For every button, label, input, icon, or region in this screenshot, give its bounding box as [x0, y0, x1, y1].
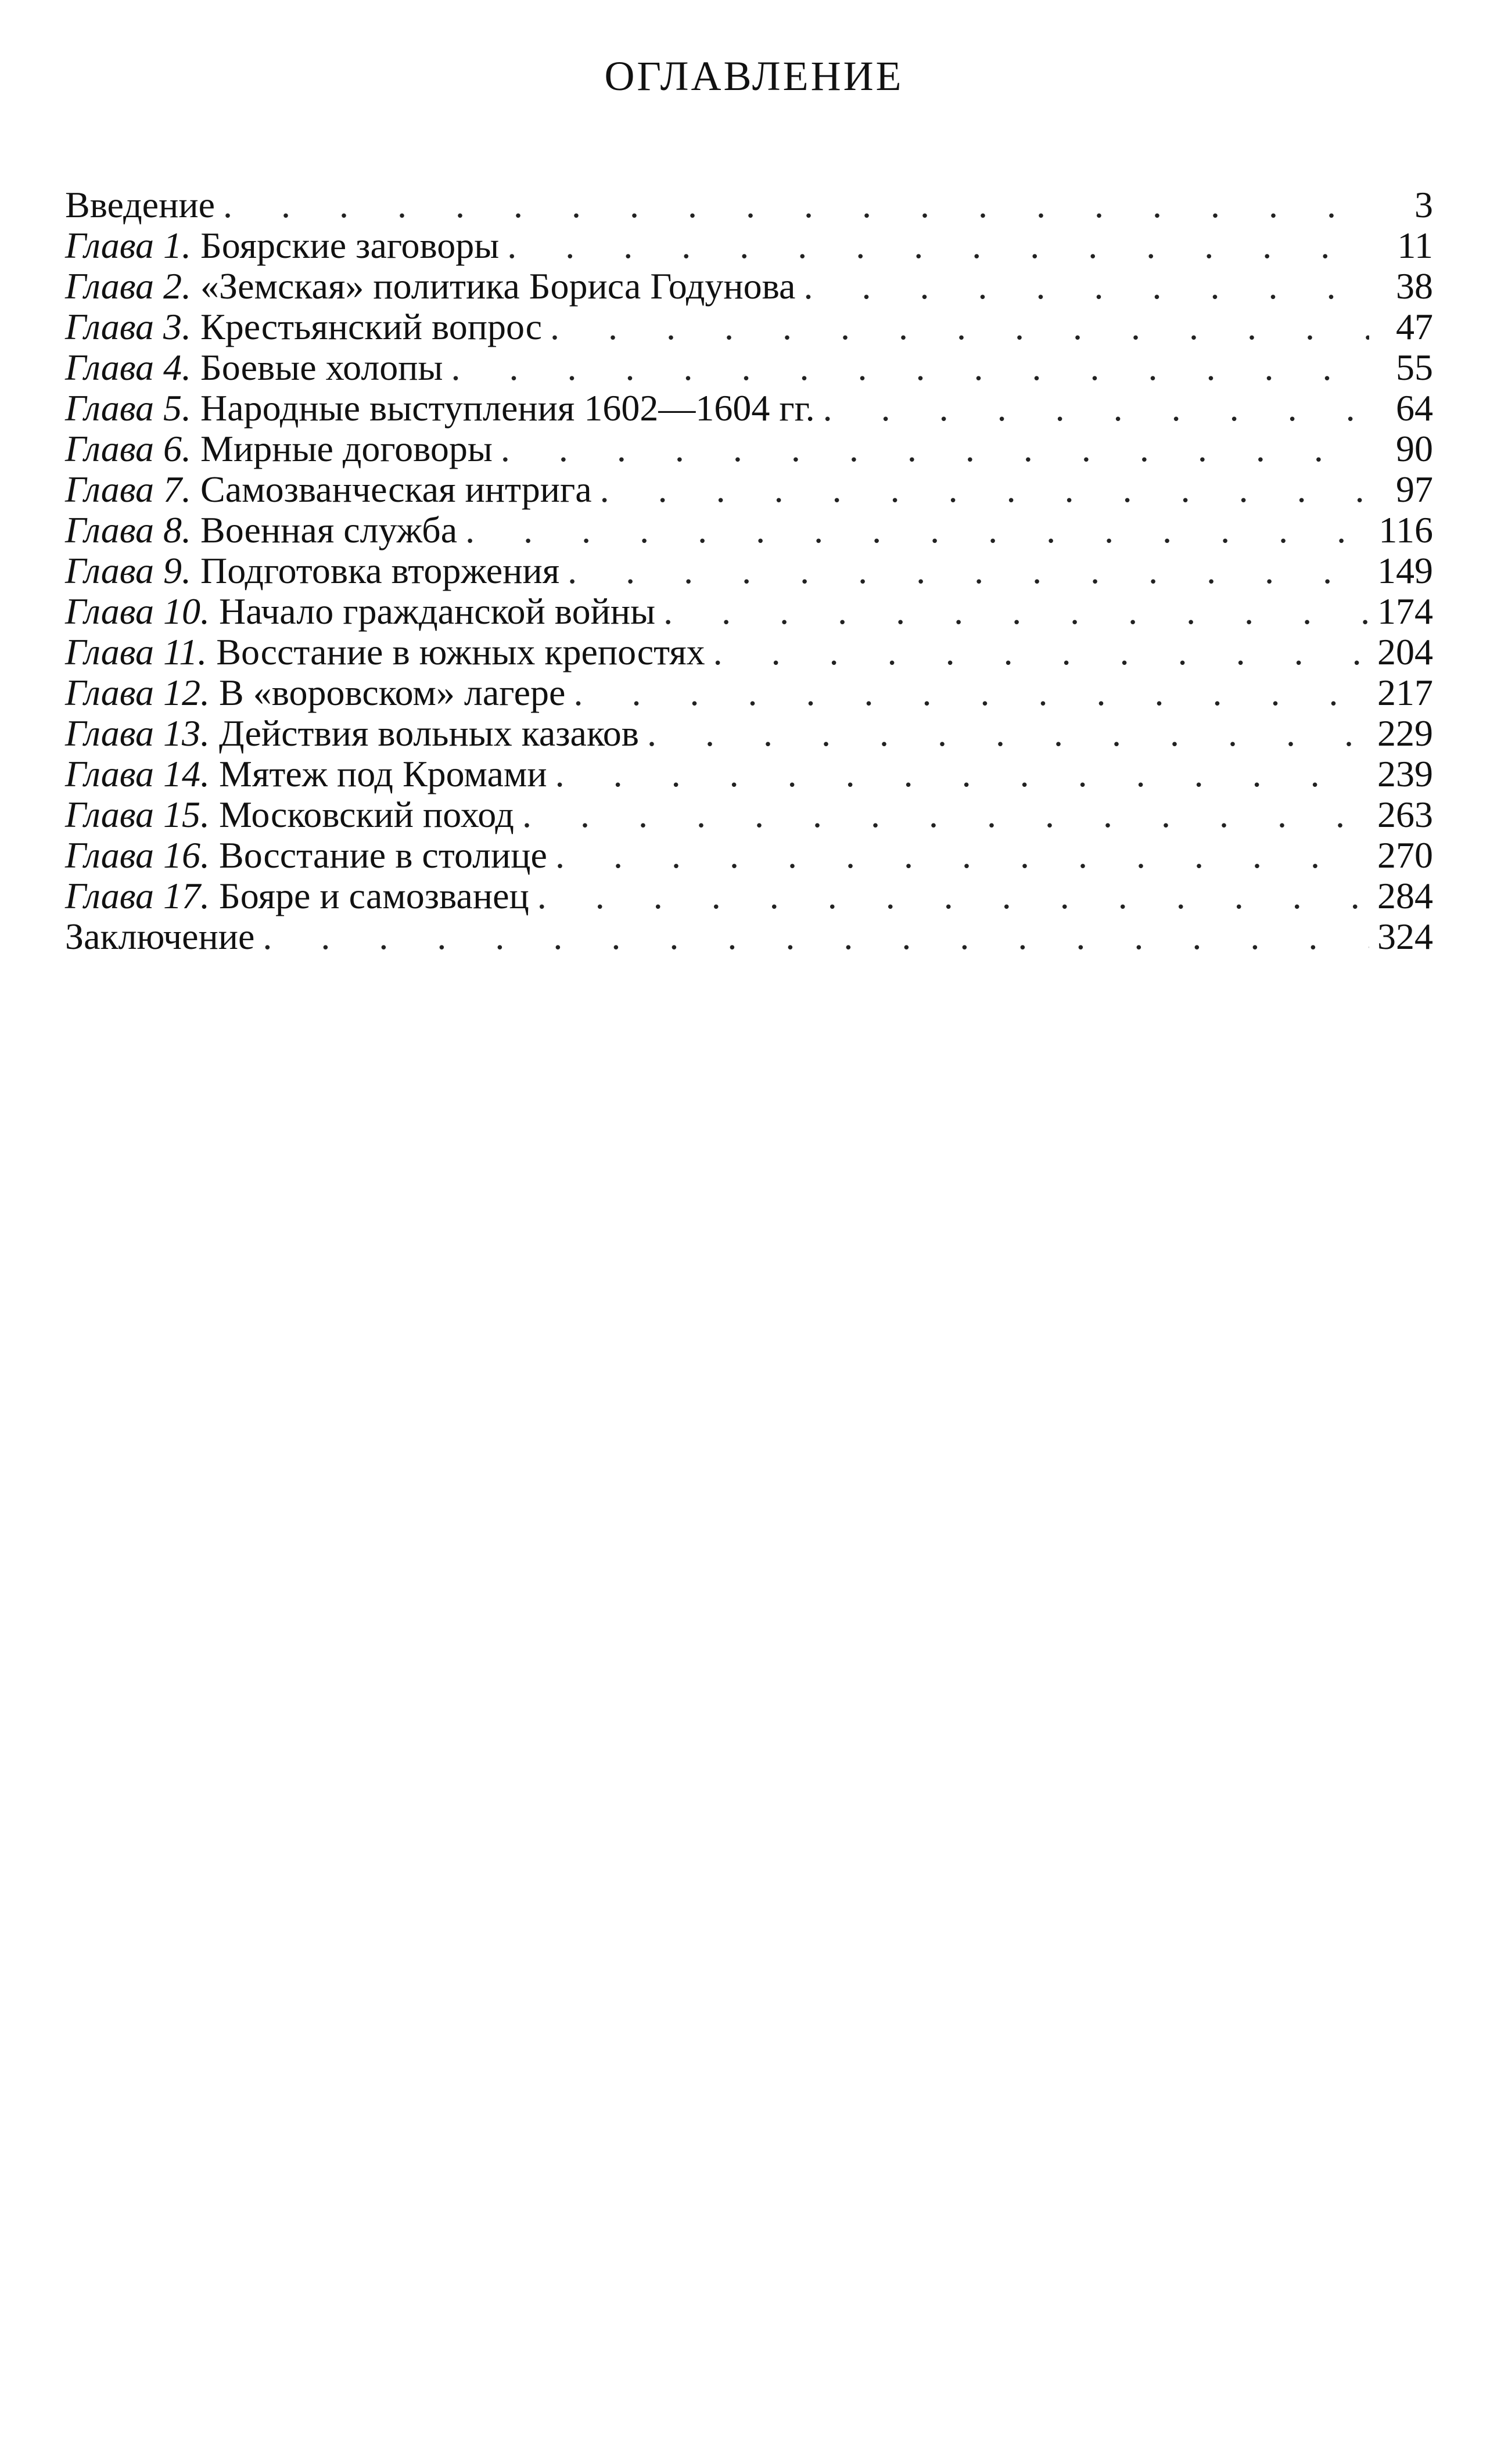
toc-entry-chapter-16 [65, 835, 1433, 876]
toc-entry-chapter-13 [65, 713, 1433, 754]
toc-entry-label [65, 672, 565, 713]
chapter-prefix: Глава 8. [65, 509, 192, 551]
dot-leader [547, 754, 1369, 794]
page-number: 64 [1396, 387, 1433, 429]
toc-entry-label [65, 876, 529, 916]
dot-leader [795, 266, 1369, 307]
toc-entry-chapter-7 [65, 469, 1433, 510]
chapter-prefix: Глава 9. [65, 550, 192, 591]
dot-leader [457, 510, 1369, 551]
page-number: 229 [1377, 713, 1433, 754]
chapter-prefix: Глава 6. [65, 428, 192, 469]
dot-leader [565, 672, 1369, 713]
toc-entry-chapter-15 [65, 794, 1433, 835]
toc-entry-chapter-6 [65, 429, 1433, 469]
page-number: 324 [1377, 916, 1433, 957]
dot-leader [547, 835, 1369, 876]
chapter-prefix: Глава 11. [65, 631, 207, 672]
chapter-title: Заключение [65, 916, 255, 957]
toc-entry-chapter-9 [65, 551, 1433, 591]
dot-leader [529, 876, 1369, 916]
table-of-contents [65, 185, 1433, 957]
page-number: 11 [1397, 225, 1433, 266]
chapter-prefix: Глава 13. [65, 713, 210, 754]
chapter-title: «Земская» политика Бориса Годунова [191, 265, 796, 307]
dot-leader [655, 591, 1369, 632]
page-number: 217 [1377, 672, 1433, 713]
chapter-title: Народные выступления 1602—1604 гг. [191, 387, 815, 429]
toc-entry-label [65, 347, 443, 388]
chapter-title: Самозванческая интрига [191, 469, 592, 510]
page-number: 47 [1396, 306, 1433, 347]
page-number: 3 [1414, 184, 1433, 225]
page-title: ОГЛАВЛЕНИЕ [604, 53, 904, 99]
page-number: 116 [1378, 509, 1433, 551]
toc-entry-label [65, 591, 655, 632]
chapter-title: Боевые холопы [191, 347, 443, 388]
chapter-prefix: Глава 3. [65, 306, 192, 347]
dot-leader [499, 225, 1369, 266]
dot-leader [705, 632, 1369, 672]
toc-entry-label [65, 794, 514, 835]
page-number: 149 [1377, 550, 1433, 591]
page-number: 239 [1377, 753, 1433, 794]
toc-entry-chapter-17 [65, 876, 1433, 916]
toc-entry-chapter-2 [65, 266, 1433, 307]
dot-leader [254, 916, 1369, 957]
chapter-title: Подготовка вторжения [191, 550, 560, 591]
chapter-prefix: Глава 14. [65, 753, 210, 794]
dot-leader [542, 307, 1369, 347]
toc-entry-label [65, 469, 592, 510]
toc-entry-conclusion [65, 916, 1433, 957]
toc-entry-label [65, 713, 639, 754]
chapter-prefix: Глава 1. [65, 225, 192, 266]
toc-entry-label [65, 225, 499, 266]
dot-leader [443, 347, 1370, 388]
chapter-title: Введение [65, 184, 215, 225]
chapter-title: Московский поход [210, 794, 514, 835]
chapter-title: Восстание в южных крепостях [207, 631, 705, 672]
chapter-title: Крестьянский вопрос [191, 306, 542, 347]
chapter-title: Мирные договоры [191, 428, 493, 469]
page-number: 284 [1377, 875, 1433, 916]
toc-entry-chapter-12 [65, 672, 1433, 713]
page-number: 204 [1377, 631, 1433, 672]
page-number: 38 [1396, 265, 1433, 307]
page-number: 97 [1396, 469, 1433, 510]
chapter-prefix: Глава 12. [65, 672, 210, 713]
toc-entry-label [65, 388, 815, 429]
chapter-prefix: Глава 4. [65, 347, 192, 388]
toc-entry-chapter-11 [65, 632, 1433, 672]
dot-leader [639, 713, 1369, 754]
chapter-title: Военная служба [191, 509, 458, 551]
toc-entry-label [65, 754, 547, 794]
dot-leader [592, 469, 1369, 510]
chapter-prefix: Глава 15. [65, 794, 210, 835]
dot-leader [815, 388, 1369, 429]
page-number: 174 [1377, 591, 1433, 632]
chapter-prefix: Глава 7. [65, 469, 192, 510]
toc-entry-label [65, 185, 215, 225]
page-number: 90 [1396, 428, 1433, 469]
page-number: 55 [1396, 347, 1433, 388]
toc-entry-chapter-5 [65, 388, 1433, 429]
chapter-prefix: Глава 5. [65, 387, 192, 429]
toc-entry-chapter-10 [65, 591, 1433, 632]
toc-entry-chapter-14 [65, 754, 1433, 794]
page-number: 270 [1377, 834, 1433, 876]
dot-leader [514, 794, 1369, 835]
chapter-title: Боярские заговоры [191, 225, 500, 266]
toc-entry-label [65, 266, 795, 307]
toc-entry-chapter-8 [65, 510, 1433, 551]
chapter-title: Бояре и самозванец [210, 875, 529, 916]
chapter-title: Начало гражданской войны [210, 591, 656, 632]
dot-leader [559, 551, 1369, 591]
chapter-title: Мятеж под Кромами [210, 753, 547, 794]
toc-entry-label [65, 510, 457, 551]
dot-leader [215, 185, 1369, 225]
toc-entry-label [65, 429, 493, 469]
toc-entry-label [65, 551, 559, 591]
chapter-title: Восстание в столице [210, 834, 547, 876]
chapter-title: Действия вольных казаков [210, 713, 639, 754]
chapter-prefix: Глава 2. [65, 265, 192, 307]
toc-entry-label [65, 835, 547, 876]
toc-entry-chapter-4 [65, 347, 1433, 388]
chapter-prefix: Глава 10. [65, 591, 210, 632]
toc-entry-label [65, 632, 705, 672]
toc-entry-label [65, 307, 542, 347]
page-number: 263 [1377, 794, 1433, 835]
toc-entry-introduction [65, 185, 1433, 225]
dot-leader [493, 429, 1369, 469]
toc-entry-chapter-3 [65, 307, 1433, 347]
toc-entry-chapter-1 [65, 225, 1433, 266]
chapter-prefix: Глава 17. [65, 875, 210, 916]
chapter-prefix: Глава 16. [65, 834, 210, 876]
toc-entry-label [65, 916, 254, 957]
chapter-title: В «воровском» лагере [210, 672, 566, 713]
